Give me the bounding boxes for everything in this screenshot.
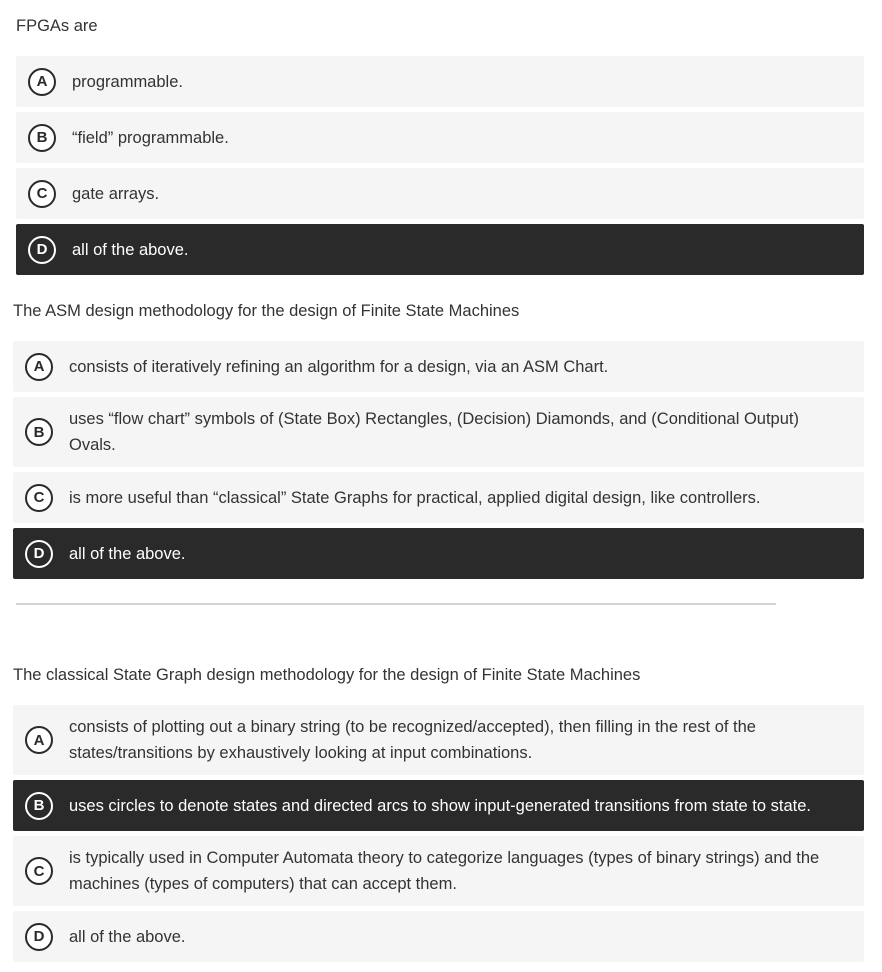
question-3-option-b[interactable] [13,780,864,831]
question-3-text: The classical State Graph design methodology for the design of Finite State Machines [13,666,641,684]
question-3-option-a[interactable] [13,705,864,775]
option-letter-badge: D [25,540,53,568]
option-text: uses circles to denote states and directed arcs to show input-generated transitions from state to state. [69,796,811,815]
question-1-option-b[interactable] [16,112,864,163]
question-2-option-b[interactable] [13,397,864,467]
option-text: is typically used in Computer Automata theory to categorize languages (types of binary strings) and the machines (types of computers) that can accept them. [69,849,820,893]
option-letter-badge: B [25,418,53,446]
option-letter-badge: C [25,857,53,885]
option-text: gate arrays. [72,184,160,203]
option-text: all of the above. [72,240,189,259]
question-3-option-d[interactable] [13,911,864,962]
option-letter-badge: D [25,923,53,951]
option-letter-badge: C [28,180,56,208]
question-3-option-c[interactable] [13,836,864,906]
option-letter-badge: B [28,124,56,152]
question-2-option-c[interactable] [13,472,864,523]
option-letter-badge: A [25,353,53,381]
option-letter-badge: A [25,726,53,754]
question-2-text: The ASM design methodology for the design of Finite State Machines [13,302,520,320]
option-text: “field” programmable. [72,128,229,147]
section-divider [16,603,776,605]
option-text: uses “flow chart” symbols of (State Box) Rectangles, (Decision) Diamonds, and (Conditional Output) Ovals. [69,410,799,454]
option-text: is more useful than “classical” State Graphs for practical, applied digital design, like controllers. [69,488,761,507]
question-1-option-d[interactable] [16,224,864,275]
question-1-option-a[interactable] [16,56,864,107]
option-text: all of the above. [69,544,186,563]
option-text: consists of iteratively refining an algorithm for a design, via an ASM Chart. [69,357,609,376]
question-2-option-a[interactable] [13,341,864,392]
option-text: consists of plotting out a binary string (to be recognized/accepted), then filling in the rest of the states/transitions by exhaustively looking at input combinations. [69,718,756,762]
option-text: all of the above. [69,927,186,946]
question-1-option-c[interactable] [16,168,864,219]
option-letter-badge: D [28,236,56,264]
question-1-text: FPGAs are [16,17,98,35]
option-text: programmable. [72,72,183,91]
option-letter-badge: A [28,68,56,96]
question-2-option-d[interactable] [13,528,864,579]
option-letter-badge: B [25,792,53,820]
option-letter-badge: C [25,484,53,512]
